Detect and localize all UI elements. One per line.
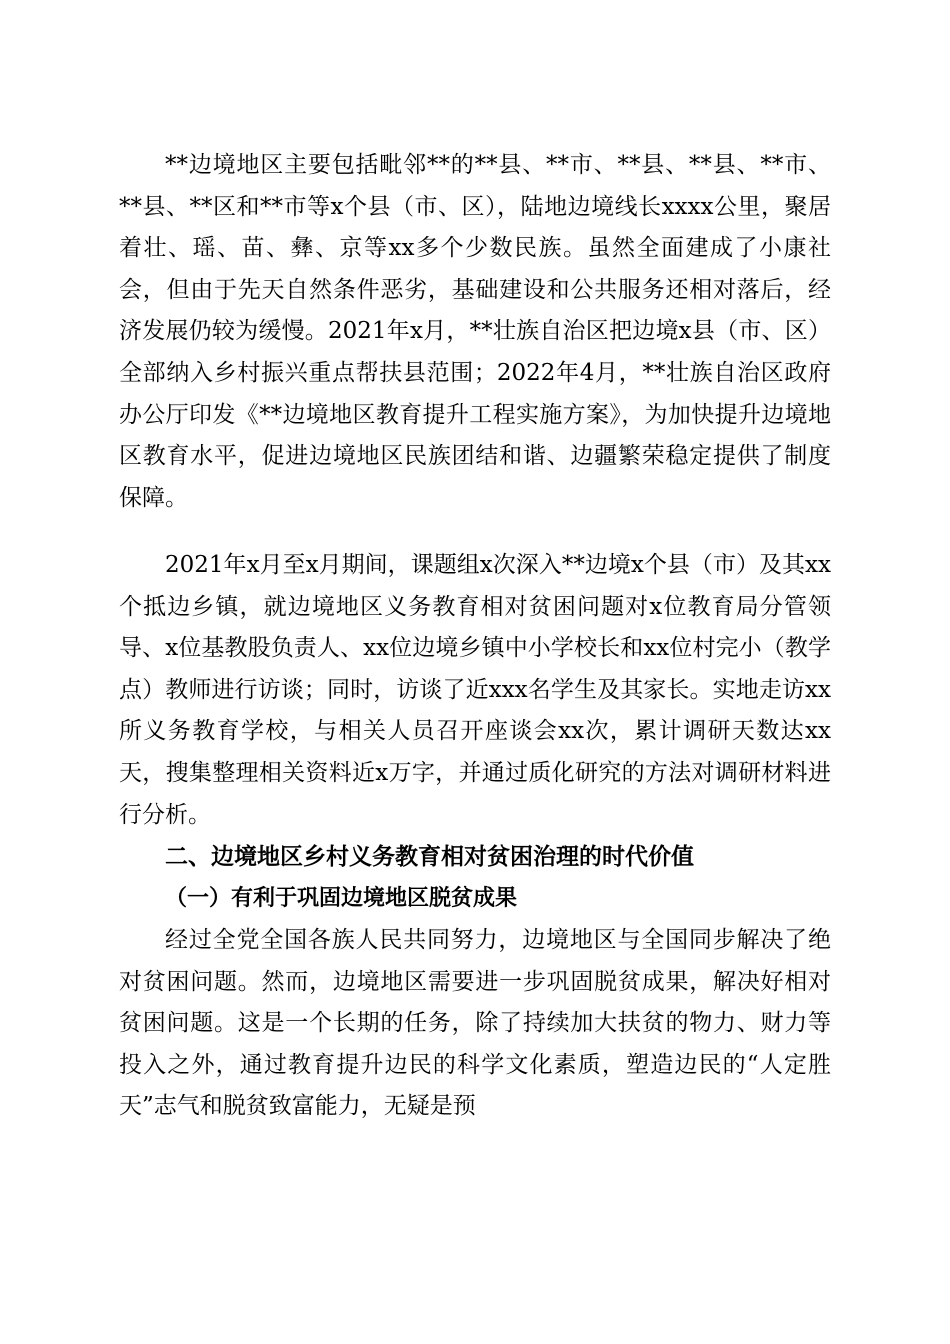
section-heading: 二、边境地区乡村义务教育相对贫困治理的时代价值: [165, 844, 694, 870]
paragraph-border-region-overview: **边境地区主要包括毗邻**的**县、**市、**县、**县、**市、**县、**区和**市等x个县（市、区），陆地边境线长xxxx公里，聚居着壮、瑶、苗、彝、京等xx多个少数民族。虽然全面建成了小康社会，但由于先天自然条件恶劣，基础建设和公共服务还相对落后，经济发展仍较为缓慢。2021年x月，**壮族自治区把边境x县（市、区）全部纳入乡村振兴重点帮扶县范围；2022年4月，**壮族自治区政府办公厅印发《**边境地区教育提升工程实施方案》，为加快提升边境地区教育水平，促进边境地区民族团结和谐、边疆繁荣稳定提供了制度保障。: [119, 152, 831, 511]
subsection-heading: （一）有利于巩固边境地区脱贫成果: [165, 885, 518, 911]
paragraph-research-method: 2021年x月至x月期间，课题组x次深入**边境x个县（市）及其xx个抵边乡镇，就边境地区义务教育相对贫困问题对x位教育局分管领导、x位基教股负责人、xx位边境乡镇中小学校长和xx位村完小（教学点）教师进行访谈；同时，访谈了近xxx名学生及其家长。实地走访xx所义务教育学校，与相关人员召开座谈会xx次，累计调研天数达xx天，搜集整理相关资料近x万字，并通过质化研究的方法对调研材料进行分析。: [119, 552, 831, 828]
paragraph-poverty-consolidation: 经过全党全国各族人民共同努力，边境地区与全国同步解决了绝对贫困问题。然而，边境地区需要进一步巩固脱贫成果，解决好相对贫困问题。这是一个长期的任务，除了持续加大扶贫的物力、财力等投入之外，通过教育提升边民的科学文化素质，塑造边民的“人定胜天”志气和脱贫致富能力，无疑是预: [119, 927, 831, 1120]
